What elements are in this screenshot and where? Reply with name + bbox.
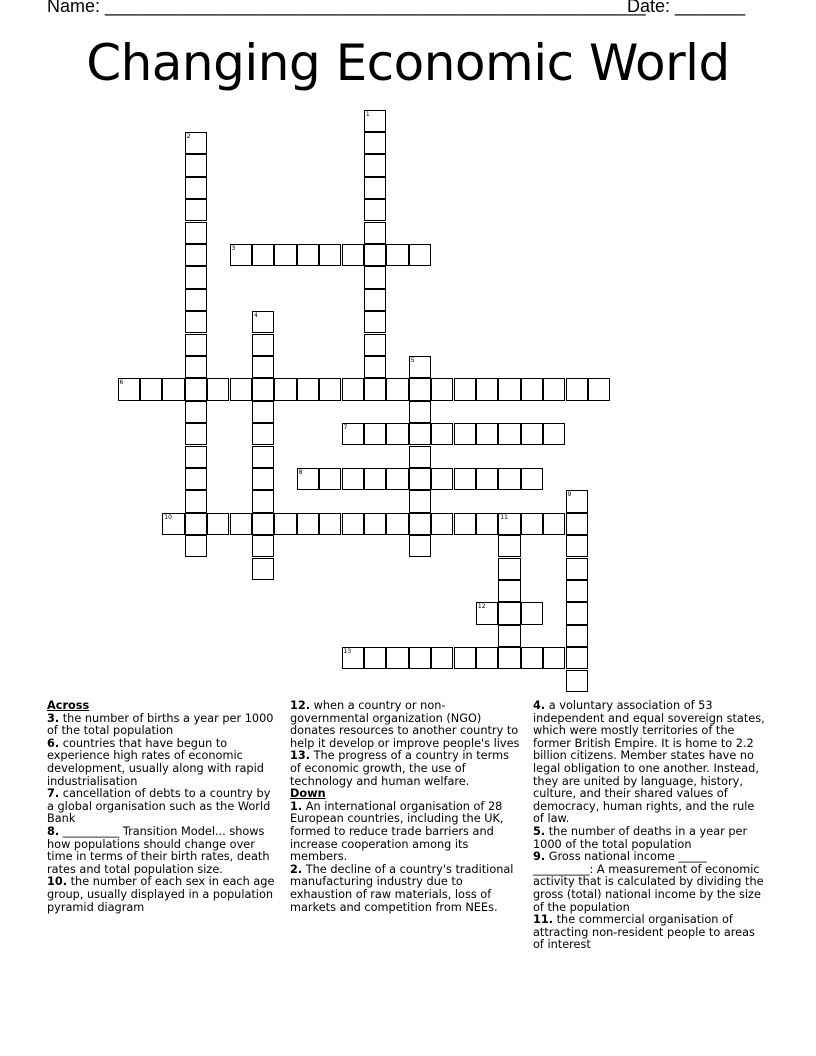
grid-cell[interactable] <box>431 378 453 400</box>
grid-cell[interactable] <box>252 535 274 557</box>
down-heading: Down <box>290 787 326 801</box>
grid-cell[interactable] <box>364 468 386 490</box>
grid-cell[interactable] <box>274 513 296 535</box>
clue-down-1: 1. An international organisation of 28 European countries, including the UK, formed to reduce trade barriers and increase cooperation among its members. <box>290 799 504 864</box>
grid-cell[interactable] <box>364 110 386 132</box>
grid-cell[interactable] <box>566 580 588 602</box>
clue-number: 4 <box>253 312 258 320</box>
clues-column-2 <box>290 700 522 914</box>
name-field[interactable]: Name: ______________________________________________________ <box>47 0 646 16</box>
grid-cell[interactable] <box>364 513 386 535</box>
grid-cell[interactable] <box>207 513 229 535</box>
grid-cell[interactable] <box>185 132 207 154</box>
grid-cell[interactable] <box>140 378 162 400</box>
clue-number: 6 <box>119 379 124 387</box>
grid-cell[interactable] <box>476 378 498 400</box>
grid-cell[interactable] <box>364 154 386 176</box>
clue-number: 11 <box>500 513 508 521</box>
clue-across-8: 8. __________ Transition Model... shows how populations should change over time in terms of their birth rates, death rates and total population size. <box>47 824 270 876</box>
clue-number: 9 <box>567 491 572 499</box>
grid-cell[interactable] <box>207 378 229 400</box>
grid-cell[interactable] <box>498 647 520 669</box>
grid-cell[interactable] <box>319 378 341 400</box>
grid-cell[interactable] <box>386 423 408 445</box>
grid-cell[interactable] <box>185 199 207 221</box>
grid-cell[interactable] <box>386 468 408 490</box>
clue-across-3: 3. the number of births a year per 1000 of the total population <box>47 711 274 738</box>
grid-cell[interactable] <box>409 244 431 266</box>
grid-cell[interactable] <box>566 378 588 400</box>
grid-cell[interactable] <box>454 647 476 669</box>
grid-cell[interactable] <box>185 423 207 445</box>
grid-cell[interactable] <box>319 513 341 535</box>
clue-across-13: 13. The progress of a country in terms of economic growth, the use of technology and human welfare. <box>290 749 509 788</box>
grid-cell[interactable] <box>476 468 498 490</box>
grid-cell[interactable] <box>252 244 274 266</box>
grid-cell[interactable] <box>185 177 207 199</box>
grid-cell[interactable] <box>252 311 274 333</box>
grid-cell[interactable] <box>566 513 588 535</box>
grid-cell[interactable] <box>185 266 207 288</box>
grid-cell[interactable] <box>476 423 498 445</box>
grid-cell[interactable] <box>185 401 207 423</box>
grid-cell[interactable] <box>185 490 207 512</box>
clue-number: 8 <box>298 468 303 476</box>
grid-cell[interactable] <box>185 356 207 378</box>
grid-cell[interactable] <box>386 378 408 400</box>
grid-cell[interactable] <box>543 513 565 535</box>
grid-cell[interactable] <box>566 602 588 624</box>
grid-cell[interactable] <box>364 378 386 400</box>
grid-cell[interactable] <box>386 647 408 669</box>
grid-cell[interactable] <box>342 378 364 400</box>
grid-cell[interactable] <box>364 647 386 669</box>
grid-cell[interactable] <box>409 423 431 445</box>
grid-cell[interactable] <box>409 378 431 400</box>
grid-cell[interactable] <box>521 647 543 669</box>
grid-cell[interactable] <box>185 468 207 490</box>
grid-cell[interactable] <box>431 468 453 490</box>
grid-cell[interactable] <box>386 513 408 535</box>
grid-cell[interactable] <box>431 423 453 445</box>
grid-cell[interactable] <box>230 244 252 266</box>
grid-cell[interactable] <box>476 647 498 669</box>
grid-cell[interactable] <box>409 647 431 669</box>
grid-cell[interactable] <box>364 177 386 199</box>
grid-cell[interactable] <box>297 513 319 535</box>
grid-cell[interactable] <box>588 378 610 400</box>
clue-across-7: 7. cancellation of debts to a country by a global organisation such as the World Bank <box>47 787 271 826</box>
grid-cell[interactable] <box>364 334 386 356</box>
grid-cell[interactable] <box>454 423 476 445</box>
grid-cell[interactable] <box>185 222 207 244</box>
grid-cell[interactable] <box>409 535 431 557</box>
grid-cell[interactable] <box>162 378 184 400</box>
clue-number: 10 <box>164 513 172 521</box>
grid-cell[interactable] <box>297 378 319 400</box>
grid-cell[interactable] <box>319 244 341 266</box>
grid-cell[interactable] <box>185 535 207 557</box>
clues-column-3 <box>533 700 765 952</box>
across-heading: Across <box>47 699 90 712</box>
date-field[interactable]: Date: _______ <box>627 0 746 16</box>
grid-cell[interactable] <box>185 311 207 333</box>
clue-number: 12 <box>477 603 486 611</box>
grid-cell[interactable] <box>364 311 386 333</box>
clue-number: 3 <box>231 244 236 252</box>
grid-cell[interactable] <box>252 468 274 490</box>
grid-cell[interactable] <box>498 468 520 490</box>
grid-cell[interactable] <box>185 334 207 356</box>
grid-cell[interactable] <box>386 244 408 266</box>
grid-cell[interactable] <box>476 513 498 535</box>
grid-cell[interactable] <box>521 423 543 445</box>
grid-cell[interactable] <box>274 378 296 400</box>
clue-across-6: 6. countries that have begun to experience high rates of economic development, usually along with rapid industrialisation <box>47 736 264 788</box>
grid-cell[interactable] <box>409 356 431 378</box>
grid-cell[interactable] <box>319 468 341 490</box>
clue-number: 1 <box>365 110 370 118</box>
grid-cell[interactable] <box>566 670 588 692</box>
grid-cell[interactable] <box>543 423 565 445</box>
grid-cell[interactable] <box>498 513 520 535</box>
grid-cell[interactable] <box>252 401 274 423</box>
grid-cell[interactable] <box>230 378 252 400</box>
grid-cell[interactable] <box>566 558 588 580</box>
clues-column-1 <box>47 700 279 914</box>
grid-cell[interactable] <box>521 602 543 624</box>
grid-cell[interactable] <box>498 580 520 602</box>
grid-cell[interactable] <box>409 468 431 490</box>
grid-cell[interactable] <box>297 244 319 266</box>
clue-down-5: 5. the number of deaths in a year per 1000 of the total population <box>533 824 748 851</box>
grid-cell[interactable] <box>566 535 588 557</box>
grid-cell[interactable] <box>342 468 364 490</box>
clue-number: 2 <box>186 132 191 140</box>
grid-cell[interactable] <box>342 423 364 445</box>
grid-cell[interactable] <box>543 647 565 669</box>
grid-cell[interactable] <box>431 513 453 535</box>
grid-cell[interactable] <box>342 513 364 535</box>
grid-cell[interactable] <box>498 378 520 400</box>
grid-cell[interactable] <box>364 423 386 445</box>
grid-cell[interactable] <box>185 289 207 311</box>
grid-cell[interactable] <box>252 378 274 400</box>
grid-cell[interactable] <box>297 468 319 490</box>
grid-cell[interactable] <box>185 154 207 176</box>
grid-cell[interactable] <box>118 378 140 400</box>
grid-cell[interactable] <box>364 266 386 288</box>
grid-cell[interactable] <box>342 244 364 266</box>
grid-cell[interactable] <box>498 535 520 557</box>
grid-cell[interactable] <box>230 513 252 535</box>
grid-cell[interactable] <box>185 513 207 535</box>
grid-cell[interactable] <box>409 401 431 423</box>
grid-cell[interactable] <box>476 602 498 624</box>
clue-down-2: 2. The decline of a country's traditional manufacturing industry due to exhaustion of raw materials, loss of markets and competition from NEEs. <box>290 862 514 914</box>
grid-cell[interactable] <box>498 558 520 580</box>
grid-cell[interactable] <box>498 625 520 647</box>
grid-cell[interactable] <box>409 490 431 512</box>
grid-cell[interactable] <box>185 378 207 400</box>
grid-cell[interactable] <box>364 356 386 378</box>
clue-down-11: 11. the commercial organisation of attracting non-resident people to areas of interest <box>533 913 755 952</box>
grid-cell[interactable] <box>342 647 364 669</box>
clue-number: 5 <box>410 356 415 364</box>
grid-cell[interactable] <box>454 468 476 490</box>
grid-cell[interactable] <box>162 513 184 535</box>
grid-cell[interactable] <box>521 513 543 535</box>
grid-cell[interactable] <box>252 446 274 468</box>
grid-cell[interactable] <box>274 244 296 266</box>
clue-down-9: 9. Gross national income _____ __________: A measurement of economic activity that is calculated by dividing the gross (total) national income by the size of the population <box>533 850 764 914</box>
grid-cell[interactable] <box>521 468 543 490</box>
clue-number: 7 <box>343 424 348 432</box>
grid-cell[interactable] <box>252 513 274 535</box>
grid-cell[interactable] <box>364 244 386 266</box>
grid-cell[interactable] <box>364 132 386 154</box>
page-title: Changing Economic World <box>86 34 730 92</box>
grid-cell[interactable] <box>543 378 565 400</box>
grid-cell[interactable] <box>252 423 274 445</box>
clue-number: 13 <box>343 648 352 656</box>
grid-cell[interactable] <box>252 356 274 378</box>
grid-cell[interactable] <box>409 446 431 468</box>
grid-cell[interactable] <box>409 513 431 535</box>
grid-cell[interactable] <box>252 558 274 580</box>
grid-cell[interactable] <box>498 423 520 445</box>
grid-cell[interactable] <box>364 199 386 221</box>
clue-across-12: 12. when a country or non-governmental organization (NGO) donates resources to another country to help it develop or improve people's lives <box>290 699 520 750</box>
grid-cell[interactable] <box>252 490 274 512</box>
grid-cell[interactable] <box>454 378 476 400</box>
grid-cell[interactable] <box>454 513 476 535</box>
grid-cell[interactable] <box>185 244 207 266</box>
grid-cell[interactable] <box>566 625 588 647</box>
grid-cell[interactable] <box>364 289 386 311</box>
grid-cell[interactable] <box>185 446 207 468</box>
grid-cell[interactable] <box>431 647 453 669</box>
grid-cell[interactable] <box>364 222 386 244</box>
grid-cell[interactable] <box>566 647 588 669</box>
grid-cell[interactable] <box>498 602 520 624</box>
clue-across-10: 10. the number of each sex in each age group, usually displayed in a population pyramid diagram <box>47 875 275 914</box>
grid-cell[interactable] <box>566 490 588 512</box>
clue-down-4: 4. a voluntary association of 53 independent and equal sovereign states, which were mostly territories of the former British Empire. It is home to 2.2 billion citizens. Member states have no legal obligation to one another. Instead, they are united by language, history, culture, and their shared values of democracy, human rights, and the rule of law. <box>533 699 765 826</box>
grid-cell[interactable] <box>521 378 543 400</box>
grid-cell[interactable] <box>252 334 274 356</box>
